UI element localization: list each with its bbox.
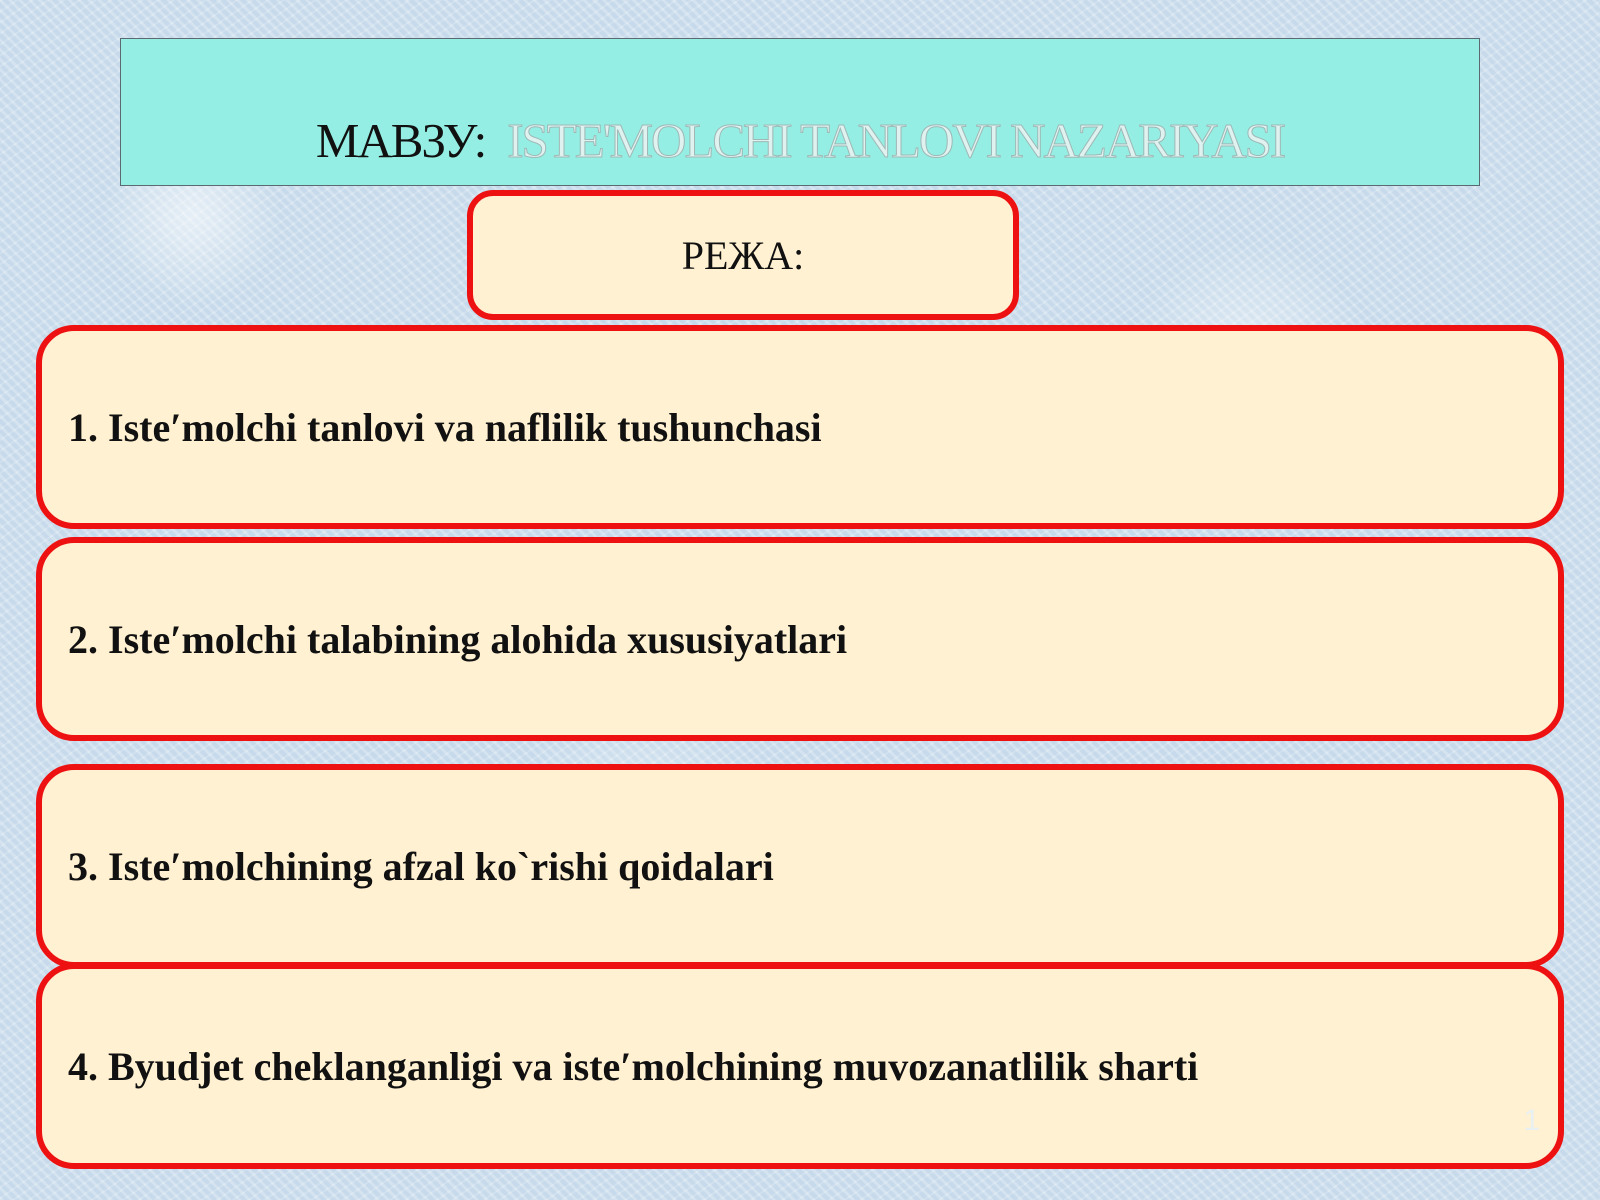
plan-heading-box — [467, 190, 1019, 320]
plan-item-3 — [36, 764, 1564, 968]
plan-item-4 — [36, 963, 1564, 1169]
slide-number: 1 — [1523, 1104, 1540, 1137]
plan-item-3-text: 3. Iste′molchining afzal ko`rishi qoidalari — [68, 843, 774, 889]
title-prefix: МАВЗУ: — [315, 113, 486, 168]
plan-item-1 — [36, 325, 1564, 529]
plan-item-4-text: 4. Byudjet cheklanganligi va iste′molchining muvozanatlilik sharti — [68, 1043, 1199, 1089]
plan-item-1-text: 1. Iste′molchi tanlovi va naflilik tushunchasi — [68, 404, 822, 450]
plan-item-2-text: 2. Iste′molchi talabining alohida xususiyatlari — [68, 616, 848, 662]
plan-item-2 — [36, 537, 1564, 741]
title-banner — [120, 38, 1480, 186]
slide-title — [121, 112, 1479, 169]
plan-heading: РЕЖА: — [681, 232, 805, 278]
title-topic: ISTE'MOLCHI TANLOVI NAZARIYASI — [507, 113, 1285, 168]
